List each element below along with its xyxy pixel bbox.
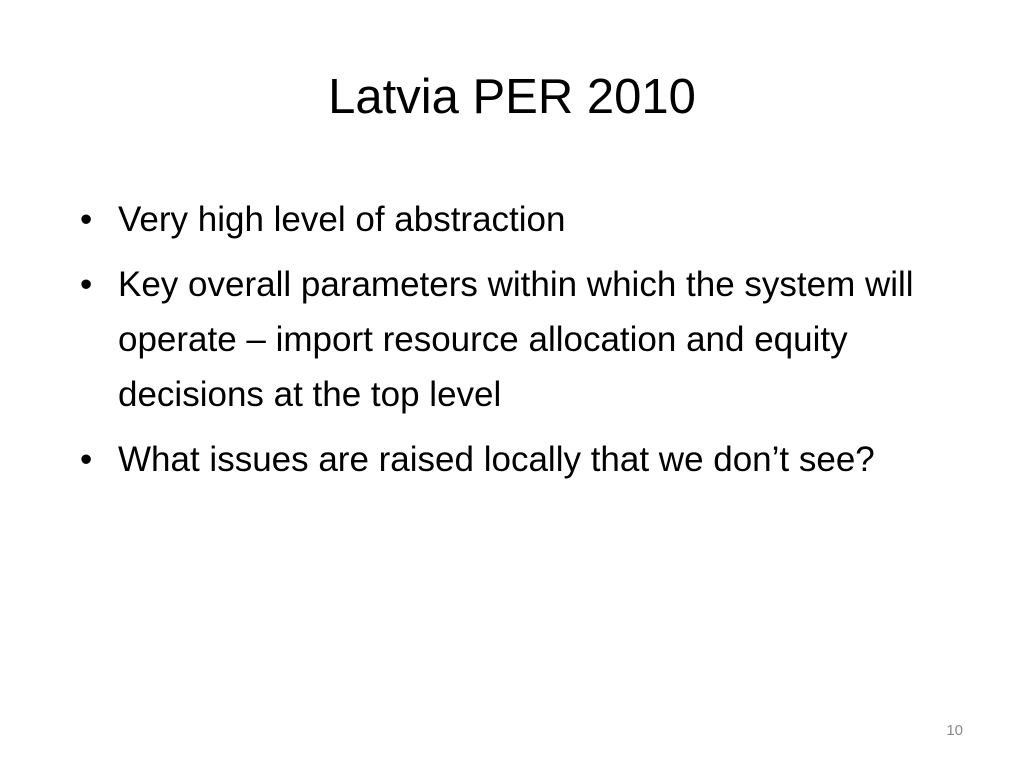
- slide-page-number: 10: [946, 722, 963, 739]
- bullet-marker: •: [80, 440, 93, 479]
- bullet-text: What issues are raised locally that we don’t see?: [118, 440, 875, 479]
- bullet-item: [80, 432, 960, 487]
- bullet-marker: •: [80, 265, 93, 304]
- slide-title: Latvia PER 2010: [328, 70, 696, 124]
- bullet-marker: •: [80, 200, 93, 239]
- bullet-text: Key overall parameters within which the system will operate – import resource allocation and equity decisions at the top level: [118, 265, 914, 414]
- bullet-text: Very high level of abstraction: [118, 200, 566, 239]
- bullet-item: [80, 192, 960, 247]
- bullet-list: [80, 192, 960, 497]
- bullet-item: [80, 257, 960, 422]
